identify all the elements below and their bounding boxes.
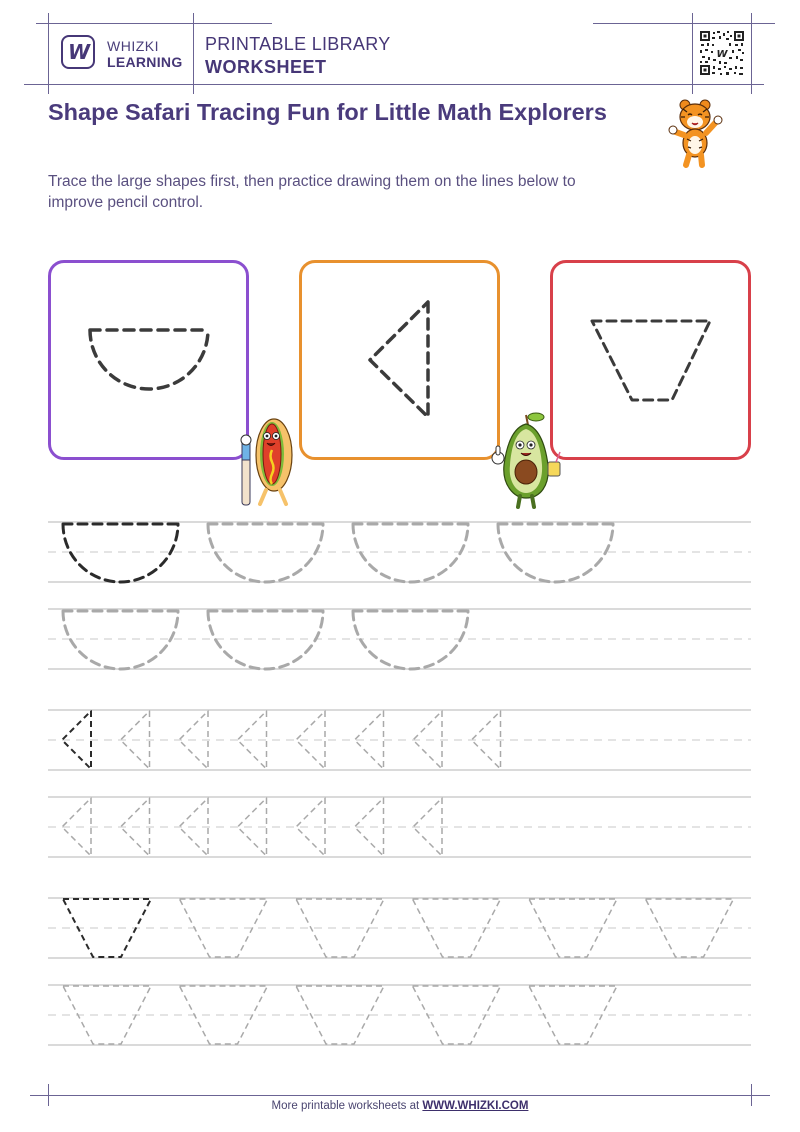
svg-text:W: W — [716, 49, 728, 60]
library-label: PRINTABLE LIBRARY — [205, 34, 391, 54]
semicircle-trace-icon — [208, 524, 323, 582]
practice-row[interactable] — [48, 797, 751, 857]
worksheet-label: WORKSHEET — [205, 57, 327, 77]
practice-row[interactable] — [48, 710, 751, 770]
brand-name: WHIZKI — [107, 38, 159, 54]
worksheet-title: Shape Safari Tracing Fun for Little Math Explorers — [48, 99, 607, 125]
logo-glyph: W — [67, 40, 89, 64]
practice-row[interactable] — [48, 985, 751, 1045]
semicircle-trace-icon — [353, 524, 468, 582]
semicircle-trace-icon — [63, 524, 178, 582]
practice-row[interactable] — [48, 898, 751, 958]
semicircle-trace-icon — [208, 611, 323, 669]
practice-row[interactable] — [48, 522, 751, 582]
footer-link[interactable]: WWW.WHIZKI.COM — [422, 1100, 529, 1112]
footer-rule — [30, 1095, 770, 1096]
practice-row[interactable] — [48, 609, 751, 669]
semicircle-trace-icon — [63, 611, 178, 669]
footer — [0, 1100, 800, 1112]
brand-subname: LEARNING — [107, 54, 183, 70]
semicircle-trace-icon — [353, 611, 468, 669]
semicircle-trace-icon — [498, 524, 613, 582]
worksheet-instructions: Trace the large shapes first, then practice drawing them on the lines below to improve pencil control. — [48, 173, 576, 211]
footer-text: More printable worksheets at — [271, 1100, 423, 1112]
